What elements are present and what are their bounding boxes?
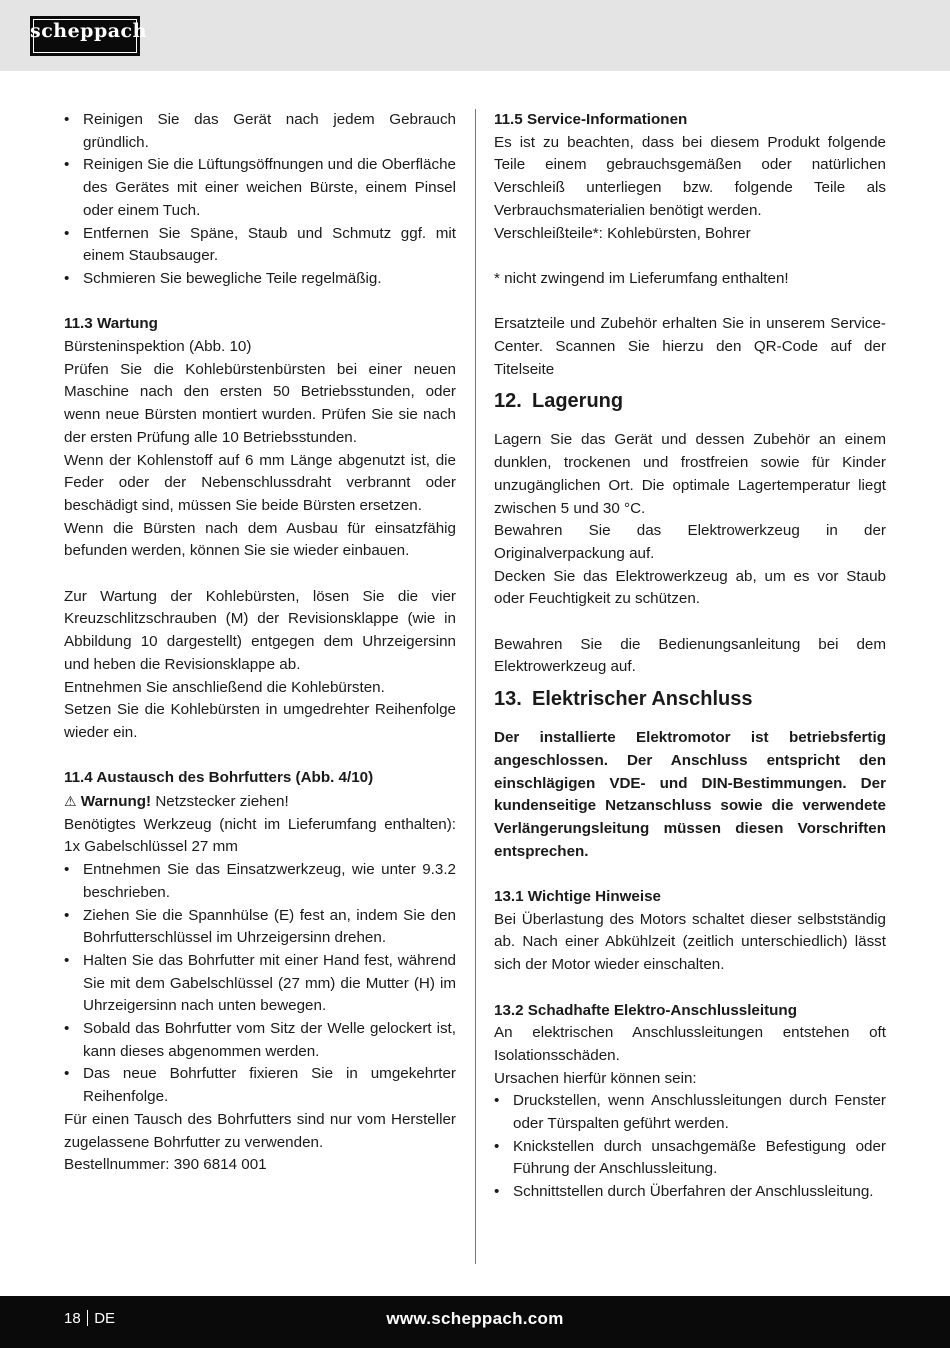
bullet-icon: • <box>64 156 70 174</box>
section-13-heading <box>494 683 886 715</box>
column-divider <box>475 109 476 1264</box>
bullet-icon: • <box>494 1137 500 1155</box>
section-11-4-title: 11.4 Austausch des Bohrfutters (Abb. 4/10) <box>64 769 374 787</box>
paragraph-bold: Der installierte Elektromotor ist betriebsfertig angeschlossen. Der Anschluss entspricht den einschlägigen VDE- und DIN-Bestimmungen. Der kundenseitige Netzanschluss sowie die verwendete Verlängerungsleitung müssen diesen Vorschriften entsprechen. <box>494 729 886 860</box>
list-item: • Entfernen Sie Späne, Staub und Schmutz ggf. mit einem Staubsauger. <box>64 224 456 265</box>
list-item: • Ziehen Sie die Spannhülse (E) fest an, indem Sie den Bohrfutterschlüssel im Uhrzeigersinn drehen. <box>64 906 456 947</box>
list-item: • Sobald das Bohrfutter vom Sitz der Welle gelockert ist, kann dieses abgenommen werden. <box>64 1020 456 1060</box>
bullet-icon: • <box>64 906 70 924</box>
paragraph: Zur Wartung der Kohlebürsten, lösen Sie die vier Kreuzschlitzschrauben (M) der Revisionsklappe (wie in Abbildung 10 dargestellt) entgegen dem Uhrzeigersinn und heben die Revisionsklappe ab. <box>64 587 456 673</box>
chuck-steps-list <box>64 859 456 1109</box>
section-11-3-subtitle: Bürsteninspektion (Abb. 10) <box>64 338 252 356</box>
right-column <box>494 109 886 1204</box>
paragraph: Ursachen hierfür können sein: <box>494 1069 697 1087</box>
bullet-icon: • <box>64 269 70 287</box>
warning-text: Netzstecker ziehen! <box>155 793 289 811</box>
paragraph: Bewahren Sie das Elektrowerkzeug in der Originalverpackung auf. <box>494 522 886 562</box>
warning-label: Warnung! <box>80 793 152 811</box>
section-number: 13. <box>494 688 522 711</box>
list-item: • Schmieren Sie bewegliche Teile regelmäßig. <box>64 268 456 291</box>
page-header <box>0 0 950 71</box>
list-item: • Entnehmen Sie das Einsatzwerkzeug, wie unter 9.3.2 beschrieben. <box>64 861 456 901</box>
list-item: • Reinigen Sie die Lüftungsöffnungen und die Oberfläche des Gerätes mit einer weichen Bürste, einem Pinsel oder einem Tuch. <box>64 156 456 219</box>
footnote: * nicht zwingend im Lieferumfang enthalten! <box>494 269 789 287</box>
paragraph: Entnehmen Sie anschließend die Kohlebürsten. <box>64 678 385 696</box>
paragraph: Ersatzteile und Zubehör erhalten Sie in unserem Service-Center. Scannen Sie hierzu den QR-Code auf der Titelseite <box>494 315 886 378</box>
paragraph: Wenn die Bürsten nach dem Ausbau für einsatzfähig befunden werden, können Sie sie wieder einbauen. <box>64 519 456 560</box>
section-13-1-title: 13.1 Wichtige Hinweise <box>494 888 661 906</box>
paragraph: Prüfen Sie die Kohlebürstenbürsten bei einer neuen Maschine nach den ersten 50 Betriebsstunden, oder wenn neue Bürsten montiert wurden. Prüfen Sie sie nach der ersten Prüfung alle 10 Betriebsstunden. <box>64 360 456 446</box>
paragraph: Für einen Tausch des Bohrfutters sind nur vom Hersteller zugelassene Bohrfutter zu verwenden. <box>64 1110 456 1151</box>
section-13-2-title: 13.2 Schadhafte Elektro-Anschlussleitung <box>494 1001 797 1019</box>
paragraph: Verschleißteile*: Kohlebürsten, Bohrer <box>494 224 751 242</box>
order-number: Bestellnummer: 390 6814 001 <box>64 1156 267 1174</box>
paragraph: Bewahren Sie die Bedienungsanleitung bei dem Elektrowerkzeug auf. <box>494 635 886 676</box>
list-item: • Reinigen Sie das Gerät nach jedem Gebrauch gründlich. <box>64 111 456 151</box>
paragraph: Setzen Sie die Kohlebürsten in umgedrehter Reihenfolge wieder ein. <box>64 701 456 741</box>
cable-damage-list <box>494 1090 886 1204</box>
section-title: Elektrischer Anschluss <box>532 688 753 711</box>
paragraph: Decken Sie das Elektrowerkzeug ab, um es vor Staub oder Feuchtigkeit zu schützen. <box>494 567 886 608</box>
section-title: Lagerung <box>532 390 624 413</box>
bullet-icon: • <box>64 951 70 969</box>
bullet-icon: • <box>64 861 70 879</box>
language-code: DE <box>94 1310 116 1327</box>
paragraph: Benötigtes Werkzeug (nicht im Lieferumfang enthalten): 1x Gabelschlüssel 27 mm <box>64 815 456 856</box>
bullet-icon: • <box>64 1065 70 1083</box>
paragraph: Wenn der Kohlenstoff auf 6 mm Länge abgenutzt ist, die Feder oder der Nebenschlussdraht verbrannt oder beschädigt sind, müssen Sie beide Bürsten ersetzen. <box>64 451 456 514</box>
logo-text: scheppach <box>30 20 147 42</box>
bullet-icon: • <box>64 1020 70 1038</box>
scheppach-logo <box>30 16 147 56</box>
page-number: 18 <box>64 1310 81 1327</box>
section-number: 12. <box>494 390 522 413</box>
section-11-5-title: 11.5 Service-Informationen <box>494 111 688 128</box>
paragraph: Es ist zu beachten, dass bei diesem Produkt folgende Teile einem gebrauchsgemäßen oder natürlichen Verschleiß unterliegen bzw. folgende Teile als Verbrauchsmaterialien benötigt werden. <box>494 133 886 219</box>
list-item: • Halten Sie das Bohrfutter mit einer Hand fest, während Sie mit dem Gabelschlüssel (27 mm) die Mutter (H) im Uhrzeigersinn nach unten bewegen. <box>64 951 456 1015</box>
section-12-heading <box>494 385 886 417</box>
warning-line <box>64 790 456 814</box>
list-item: • Knickstellen durch unsachgemäße Befestigung oder Führung der Anschlussleitung. <box>494 1137 886 1178</box>
paragraph: Bei Überlastung des Motors schaltet dieser selbstständig ab. Nach einer Abkühlzeit (zeitlich unterschiedlich) lässt sich der Motor wieder einschalten. <box>494 910 886 974</box>
section-11-3-title: 11.3 Wartung <box>64 315 158 333</box>
paragraph: An elektrischen Anschlussleitungen entstehen oft Isolationsschäden. <box>494 1024 886 1064</box>
paragraph: Lagern Sie das Gerät und dessen Zubehör an einem dunklen, trockenen und frostfreien sowie für Kinder unzugänglichen Ort. Die optimale Lagertemperatur liegt zwischen 5 und 30 °C. <box>494 431 886 517</box>
website-link[interactable]: www.scheppach.com <box>386 1309 564 1328</box>
left-column <box>64 109 456 1177</box>
bullet-icon: • <box>494 1092 500 1110</box>
list-item: • Schnittstellen durch Überfahren der Anschlussleitung. <box>494 1181 886 1204</box>
cleaning-list <box>64 109 456 291</box>
page-footer <box>0 1296 950 1348</box>
bullet-icon: • <box>64 224 70 242</box>
warning-triangle-icon: ⚠ <box>64 793 77 810</box>
list-item: • Das neue Bohrfutter fixieren Sie in umgekehrter Reihenfolge. <box>64 1065 456 1106</box>
list-item: • Druckstellen, wenn Anschlussleitungen durch Fenster oder Türspalten geführt werden. <box>494 1092 886 1133</box>
bullet-icon: • <box>64 111 70 128</box>
bullet-icon: • <box>494 1183 500 1201</box>
